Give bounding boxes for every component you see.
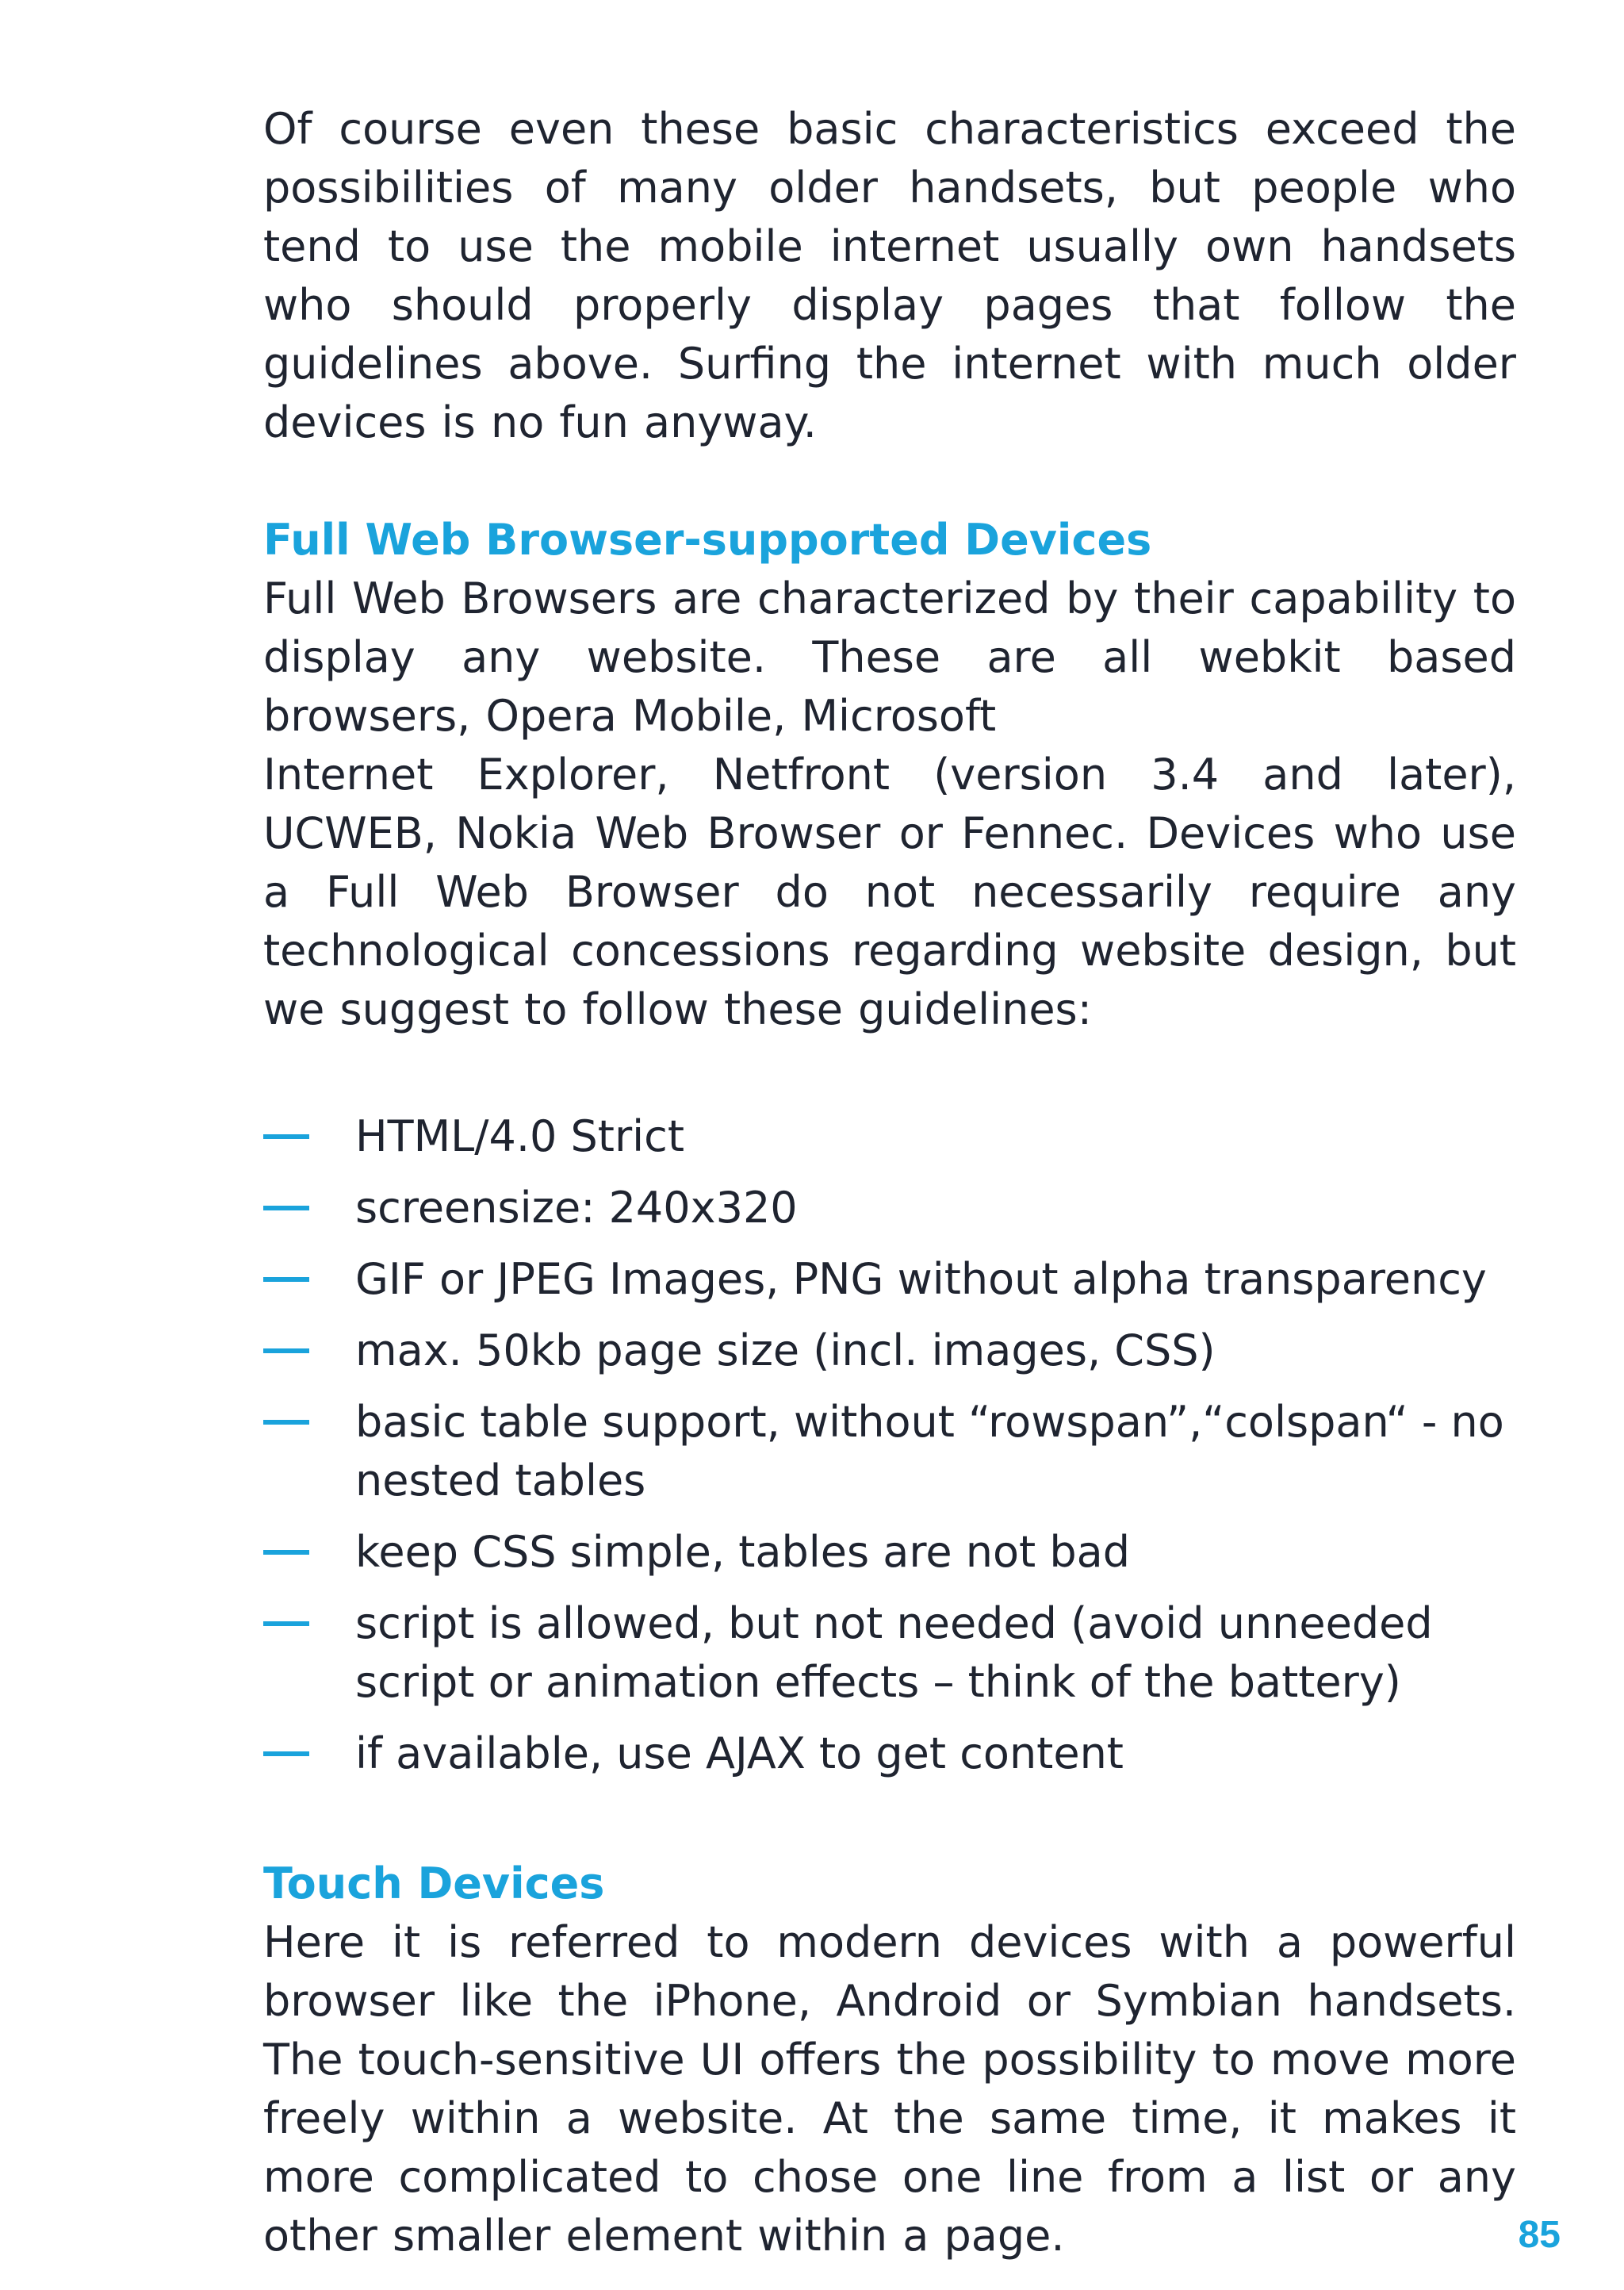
list-item [263, 1321, 1516, 1380]
list-item-text: max. 50kb page size (incl. images, CSS) [355, 1325, 1216, 1375]
list-item-text: HTML/4.0 Strict [355, 1111, 685, 1161]
section-spacer [263, 1039, 1516, 1107]
list-item-text: script is allowed, but not needed (avoid unneeded script or animation effects – think of the battery) [355, 1598, 1433, 1707]
list-item-text: keep CSS simple, tables are not bad [355, 1527, 1131, 1577]
list-item-text: screensize: 240x320 [355, 1183, 798, 1233]
list-item-text: GIF or JPEG Images, PNG without alpha transparency [355, 1254, 1487, 1304]
dash-bullet-icon [263, 1751, 309, 1756]
touch-devices-heading: Touch Devices [263, 1858, 605, 1908]
list-item [263, 1724, 1516, 1783]
full-web-browser-paragraph-1: Full Web Browsers are characterized by their capability to display any website. These are all webkit based browsers, Opera Mobile, Microsoft [263, 573, 1516, 741]
dash-bullet-icon [263, 1134, 309, 1139]
list-item-text: basic table support, without “rowspan”,“colspan“ - no nested tables [355, 1397, 1504, 1506]
list-item [263, 1179, 1516, 1237]
dash-bullet-icon [263, 1348, 309, 1353]
dash-bullet-icon [263, 1550, 309, 1555]
list-item [263, 1393, 1516, 1510]
dash-bullet-icon [263, 1621, 309, 1626]
full-web-browser-heading: Full Web Browser-supported Devices [263, 515, 1152, 565]
page-content [263, 100, 1516, 2265]
full-web-browser-paragraph-2: Internet Explorer, Netfront (version 3.4 and later), UCWEB, Nokia Web Browser or Fennec. Devices who use a Full Web Browser do not necessarily require any technological concessions regarding website design, but we suggest to follow these guidelines: [263, 750, 1516, 1034]
section-spacer [263, 1796, 1516, 1855]
guidelines-list [263, 1107, 1516, 1783]
page-number: 85 [1518, 2214, 1561, 2256]
dash-bullet-icon [263, 1206, 309, 1210]
list-item [263, 1250, 1516, 1309]
list-item [263, 1523, 1516, 1582]
list-item [263, 1594, 1516, 1712]
intro-paragraph: Of course even these basic characteristics exceed the possibilities of many older handsets, but people who tend to use the mobile internet usually own handsets who should properly display pages that follow the guidelines above. Surfing the internet with much older devices is no fun anyway. [263, 104, 1516, 447]
list-item-text: if available, use AJAX to get content [355, 1728, 1124, 1778]
list-item [263, 1107, 1516, 1166]
dash-bullet-icon [263, 1420, 309, 1425]
section-spacer [263, 452, 1516, 511]
touch-devices-paragraph: Here it is referred to modern devices with a powerful browser like the iPhone, Android or Symbian handsets. The touch-sensitive UI offers the possibility to move more freely within a website. At the same time, it makes it more complicated to chose one line from a list or any other smaller element within a page. [263, 1917, 1516, 2261]
dash-bullet-icon [263, 1277, 309, 1282]
